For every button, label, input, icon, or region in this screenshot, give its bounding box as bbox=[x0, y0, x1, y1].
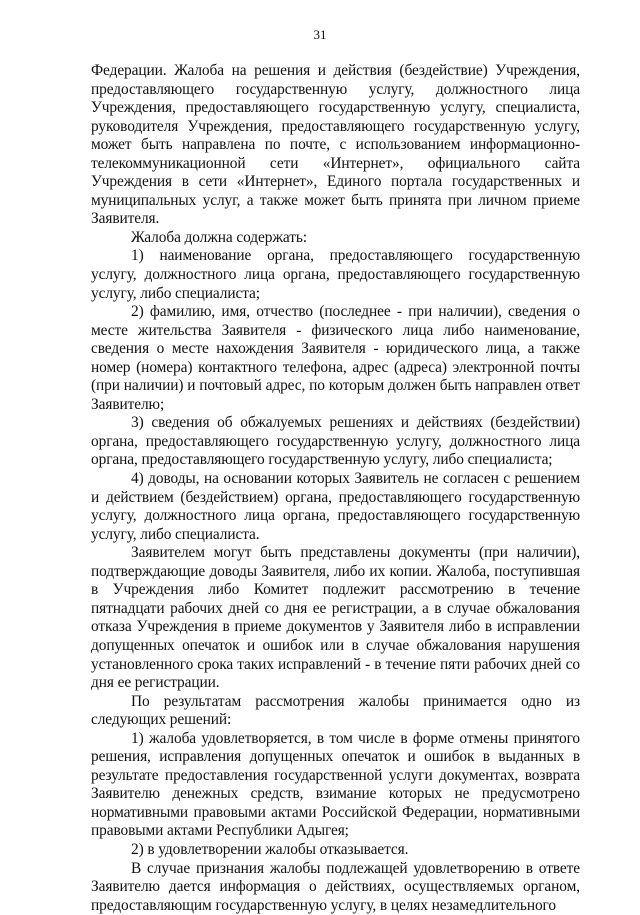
paragraph-complaint-content-heading: Жалоба должна содержать: bbox=[131, 228, 307, 246]
paragraph-decision-1: 1) жалоба удовлетворяется, в том числе в форме отмены принятого решения, исправления допущенных опечаток и ошибок в выданных в результате предоставления государственной услуги документах, возврата Заявителю денежных средств, взимание которых не предусмотрено нормативными правовыми актами Российской Федерации, нормативными правовыми актами Республики Адыгея; bbox=[91, 729, 580, 840]
paragraph-item-1: 1) наименование органа, предоставляющего государственную услугу, должностного лица органа, предоставляющего государственную услугу, либо специалиста; bbox=[91, 247, 580, 302]
paragraph-documents: Заявителем могут быть представлены документы (при наличии), подтверждающие доводы Заявителя, либо их копии. Жалоба, поступившая в Учреждения либо Комитет подлежит рассмотрению в течение пятнадцати рабочих дней со дня ее регистрации, а в случае обжалования отказа Учреждения в приеме документов у Заявителя либо в исправлении допущенных опечаток и ошибок или в случае обжалования нарушения установленного срока таких исправлений - в течение пяти рабочих дней со дня ее регистрации. bbox=[91, 544, 580, 692]
paragraph-continuation: Федерации. Жалоба на решения и действия (бездействие) Учреждения, предоставляющего государственную услугу, должностного лица Учреждения, предоставляющего государственную услугу, специалиста, руководителя Учреждения, предоставляющего государственную услугу, может быть направлена по почте, с использованием информационно-телекоммуникационной сети «Интернет», официального сайта Учреждения в сети «Интернет», Единого портала государственных и муниципальных услуг, а также может быть принята при личном приеме Заявителя. bbox=[91, 62, 580, 228]
paragraph-satisfaction: В случае признания жалобы подлежащей удовлетворению в ответе Заявителю дается информация о действиях, осуществляемых органом, предоставляющим государственную услугу, в целях незамедлительного bbox=[91, 859, 580, 914]
paragraph-item-2: 2) фамилию, имя, отчество (последнее - при наличии), сведения о месте жительства Заявителя - физического лица либо наименование, сведения о месте нахождения Заявителя - юридического лица, а также номер (номера) контактного телефона, адрес (адреса) электронной почты (при наличии) и почтовый адрес, по которым должен быть направлен ответ Заявителю; bbox=[91, 303, 580, 413]
page-number: 31 bbox=[313, 27, 327, 42]
document-body bbox=[91, 62, 580, 915]
paragraph-item-3: 3) сведения об обжалуемых решениях и действиях (бездействии) органа, предоставляющего государственную услугу, должностного лица органа, предоставляющего государственную услугу, либо специалиста; bbox=[91, 414, 580, 469]
paragraph-results: По результатам рассмотрения жалобы принимается одно из следующих решений: bbox=[91, 692, 580, 729]
paragraph-item-4: 4) доводы, на основании которых Заявитель не согласен с решением и действием (бездействием) органа, предоставляющего государственную услугу, должностного лица органа, предоставляющего государственную услугу, либо специалиста. bbox=[91, 470, 580, 543]
paragraph-decision-2: 2) в удовлетворении жалобы отказывается. bbox=[131, 840, 409, 858]
